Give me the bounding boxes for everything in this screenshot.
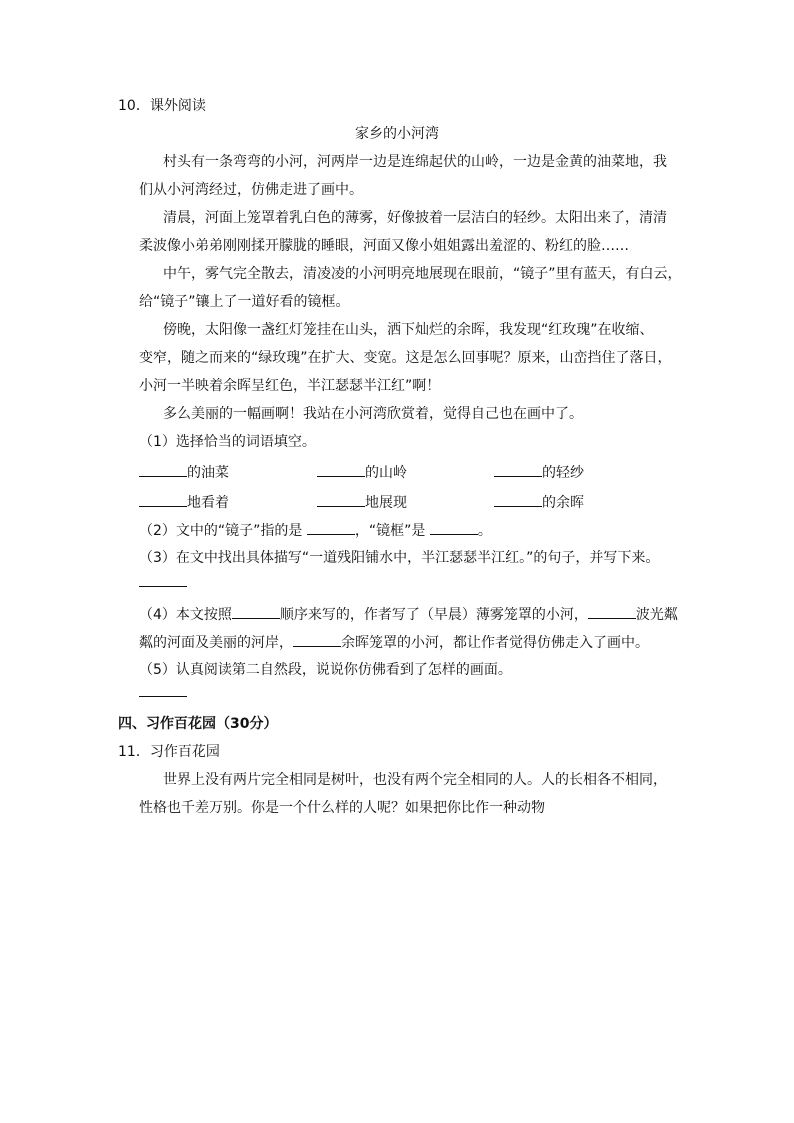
sub-question-5: （5）认真阅读第二自然段，说说你仿佛看到了怎样的画面。 xyxy=(139,662,512,678)
fill-blank-4 xyxy=(139,492,229,513)
fill-blank-5 xyxy=(317,492,407,513)
paragraph-4-line-3: 小河一半映着余晖呈红色，半江瑟瑟半江红”啊！ xyxy=(139,378,441,394)
sub-question-1: （1）选择恰当的词语填空。 xyxy=(139,434,316,450)
answer-blank[interactable] xyxy=(139,682,187,697)
paragraph-4-line-1: 傍晚，太阳像一盏红灯笼挂在山头，洒下灿烂的余晖，我发现“红玫瑰”在收缩、 xyxy=(163,322,654,338)
sub-question-4-line-2 xyxy=(139,632,649,653)
sub-question-4-text: （4）本文按照 xyxy=(139,607,232,623)
fill-blank-label: 的油菜 xyxy=(187,465,229,481)
paragraph-3-line-2: 给“镜子”镶上了一道好看的镜框。 xyxy=(139,294,350,310)
paragraph-2-line-1: 清晨，河面上笼罩着乳白色的薄雾，好像披着一层洁白的轻纱。太阳出来了，清清 xyxy=(163,210,667,226)
fill-blank-label: 的余晖 xyxy=(542,495,584,511)
fill-blank-6 xyxy=(494,492,584,513)
answer-blank[interactable] xyxy=(139,492,187,507)
answer-blank[interactable] xyxy=(494,462,542,477)
question-11-heading: 11．习作百花园 xyxy=(118,744,220,760)
answer-blank[interactable] xyxy=(494,492,542,507)
sub-question-4-text: 粼的河面及美丽的河岸， xyxy=(139,635,293,651)
sub-question-2 xyxy=(139,520,492,541)
paragraph-1-line-2: 们从小河湾经过，仿佛走进了画中。 xyxy=(139,182,363,198)
fill-blank-label: 地展现 xyxy=(365,495,407,511)
section-4-heading: 四、习作百花园（30分） xyxy=(118,716,278,732)
answer-blank[interactable] xyxy=(139,462,187,477)
question-11-line-2: 性格也千差万别。你是一个什么样的人呢？如果把你比作一种动物 xyxy=(139,800,545,816)
sub-question-2-text: （2）文中的“镜子”指的是 xyxy=(139,523,303,539)
question-10-heading: 10．课外阅读 xyxy=(118,98,206,114)
answer-blank[interactable] xyxy=(307,520,355,535)
paragraph-2-line-2: 柔波像小弟弟刚刚揉开朦胧的睡眼，河面又像小姐姐露出羞涩的、粉红的脸…… xyxy=(139,238,629,254)
fill-blank-label: 的山岭 xyxy=(365,465,407,481)
paragraph-4-line-2: 变窄，随之而来的“绿玫瑰”在扩大、变宽。这是怎么回事呢？原来，山峦挡住了落日， xyxy=(139,350,672,366)
answer-blank[interactable] xyxy=(430,520,478,535)
sub-question-4-line-1 xyxy=(139,604,678,625)
sub-question-2-text: ，“镜框”是 xyxy=(354,523,426,539)
paragraph-5-line-1: 多么美丽的一幅画啊！我站在小河湾欣赏着，觉得自己也在画中了。 xyxy=(163,406,583,422)
fill-blank-label: 地看着 xyxy=(187,495,229,511)
paragraph-3-line-1: 中午，雾气完全散去，清凌凌的小河明亮地展现在眼前，“镜子”里有蓝天，有白云， xyxy=(163,266,682,282)
fill-blank-label: 的轻纱 xyxy=(542,465,584,481)
answer-blank[interactable] xyxy=(317,492,365,507)
answer-blank[interactable] xyxy=(588,604,636,619)
sub-question-3-answer xyxy=(139,572,187,593)
fill-blank-1 xyxy=(139,462,229,483)
passage-title: 家乡的小河湾 xyxy=(355,126,439,142)
sub-question-3: （3）在文中找出具体描写“一道残阳铺水中，半江瑟瑟半江红。”的句子，并写下来。 xyxy=(139,550,660,566)
fill-blank-2 xyxy=(317,462,407,483)
fill-blank-3 xyxy=(494,462,584,483)
sub-question-4-text: 波光粼 xyxy=(635,607,678,623)
answer-blank[interactable] xyxy=(293,632,341,647)
answer-blank[interactable] xyxy=(232,604,280,619)
answer-blank[interactable] xyxy=(317,462,365,477)
question-11-line-1: 世界上没有两片完全相同是树叶，也没有两个完全相同的人。人的长相各不相同， xyxy=(163,772,667,788)
answer-blank[interactable] xyxy=(139,572,187,587)
sub-question-5-answer xyxy=(139,682,187,703)
sub-question-4-text: 顺序来写的，作者写了（早晨）薄雾笼罩的小河， xyxy=(279,607,588,623)
sub-question-4-text: 余晖笼罩的小河，都让作者觉得仿佛走入了画中。 xyxy=(341,635,649,651)
sub-question-2-text: 。 xyxy=(477,523,492,539)
paragraph-1-line-1: 村头有一条弯弯的小河，河两岸一边是连绵起伏的山岭，一边是金黄的油菜地，我 xyxy=(163,154,667,170)
